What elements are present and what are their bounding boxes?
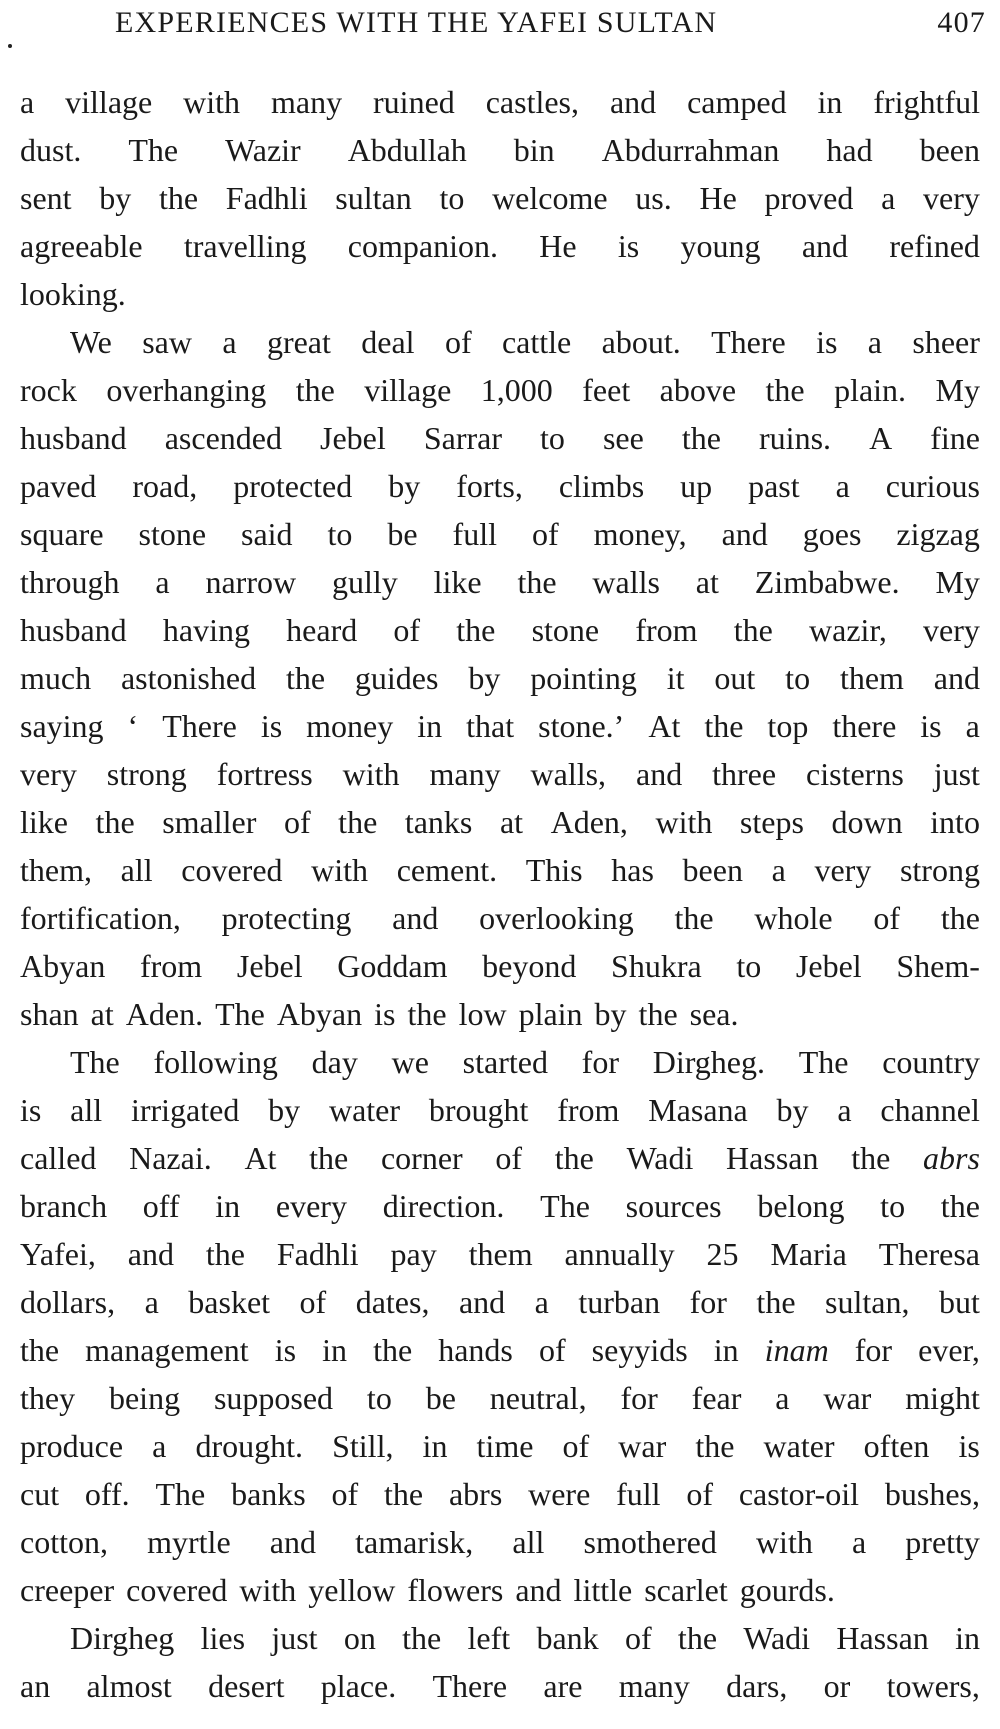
text-line: husband having heard of the stone from the wazir, very xyxy=(20,612,980,648)
text-line: them, all covered with cement. This has been a very strong xyxy=(20,852,980,888)
text-line: looking. xyxy=(20,276,126,312)
text-line: the management is in the hands of seyyids in inam for ever, xyxy=(20,1332,980,1368)
text-line: square stone said to be full of money, and goes zigzag xyxy=(20,516,980,552)
text-line: is all irrigated by water brought from Masana by a channel xyxy=(20,1092,980,1128)
running-header xyxy=(20,6,986,50)
text-line: a village with many ruined castles, and camped in frightful xyxy=(20,84,980,120)
text-line: husband ascended Jebel Sarrar to see the ruins. A fine xyxy=(20,420,980,456)
text-line: Abyan from Jebel Goddam beyond Shukra to Jebel Shem- xyxy=(20,948,980,984)
text-line: fortification, protecting and overlooking the whole of the xyxy=(20,900,980,936)
text-line: through a narrow gully like the walls at Zimbabwe. My xyxy=(20,564,980,600)
text-line: dust. The Wazir Abdullah bin Abdurrahman had been xyxy=(20,132,980,168)
text-line: We saw a great deal of cattle about. There is a sheer xyxy=(70,324,980,360)
text-line: saying ‘ There is money in that stone.’ At the top there is a xyxy=(20,708,980,744)
text-line: called Nazai. At the corner of the Wadi Hassan the abrs xyxy=(20,1140,980,1176)
text-line: very strong fortress with many walls, and three cisterns just xyxy=(20,756,980,792)
text-line: they being supposed to be neutral, for fear a war might xyxy=(20,1380,980,1416)
text-line: shan at Aden. The Abyan is the low plain by the sea. xyxy=(20,996,739,1032)
text-line: Dirgheg lies just on the left bank of the Wadi Hassan in xyxy=(70,1620,980,1656)
text-line: cut off. The banks of the abrs were full of castor-oil bushes, xyxy=(20,1476,980,1512)
text-line: rock overhanging the village 1,000 feet above the plain. My xyxy=(20,372,980,408)
text-line: branch off in every direction. The sources belong to the xyxy=(20,1188,980,1224)
text-line: like the smaller of the tanks at Aden, with steps down into xyxy=(20,804,980,840)
page-number: 407 xyxy=(937,6,986,39)
ink-speck xyxy=(8,44,12,48)
text-line: much astonished the guides by pointing it out to them and xyxy=(20,660,980,696)
text-line: dollars, a basket of dates, and a turban for the sultan, but xyxy=(20,1284,980,1320)
text-line: creeper covered with yellow flowers and little scarlet gourds. xyxy=(20,1572,835,1608)
text-line: paved road, protected by forts, climbs up past a curious xyxy=(20,468,980,504)
text-line: produce a drought. Still, in time of war the water often is xyxy=(20,1428,980,1464)
text-line: an almost desert place. There are many dars, or towers, xyxy=(20,1668,980,1704)
text-line: cotton, myrtle and tamarisk, all smothered with a pretty xyxy=(20,1524,980,1560)
text-line: agreeable travelling companion. He is young and refined xyxy=(20,228,980,264)
text-line: Yafei, and the Fadhli pay them annually 25 Maria Theresa xyxy=(20,1236,980,1272)
body-text xyxy=(20,78,980,1710)
running-title: EXPERIENCES WITH THE YAFEI SULTAN xyxy=(115,6,718,39)
text-line: The following day we started for Dirgheg. The country xyxy=(70,1044,980,1080)
text-line: sent by the Fadhli sultan to welcome us. He proved a very xyxy=(20,180,980,216)
